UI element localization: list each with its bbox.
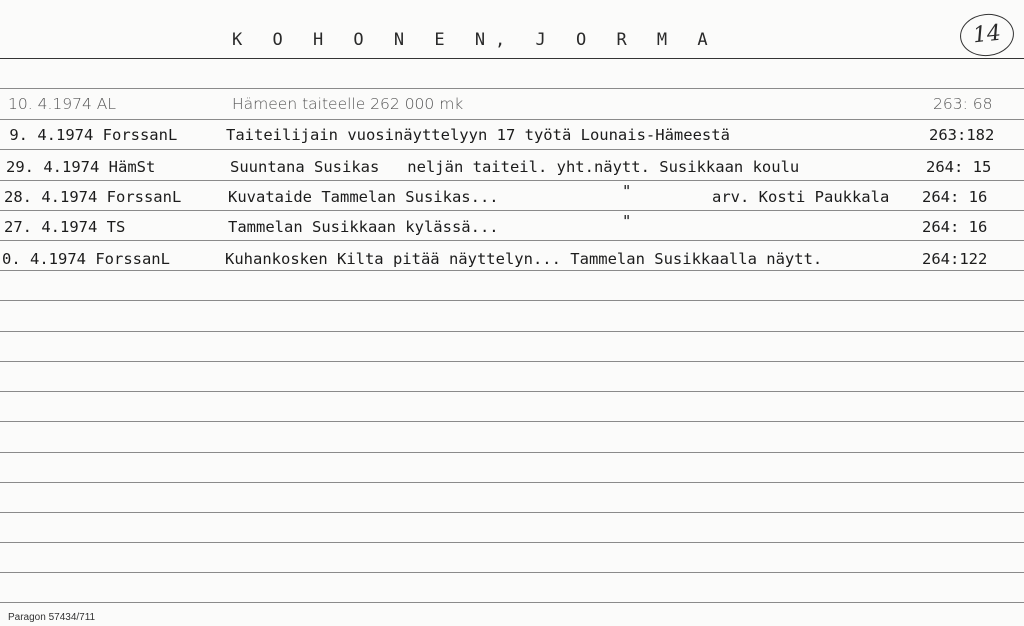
ruled-line bbox=[0, 331, 1024, 332]
entry-row bbox=[0, 158, 1024, 188]
ruled-line bbox=[0, 572, 1024, 573]
entry-row bbox=[0, 182, 1024, 218]
entry-date-source: 28. 4.1974 ForssanL bbox=[4, 188, 182, 206]
ruled-line bbox=[0, 300, 1024, 301]
entry-date-source: 29. 4.1974 HämSt bbox=[6, 158, 156, 176]
ruled-line bbox=[0, 482, 1024, 483]
entry-reference: 264: 16 bbox=[922, 218, 988, 236]
header-rule bbox=[0, 58, 1024, 59]
entry-ditto-mark: " bbox=[622, 212, 632, 230]
entry-row bbox=[0, 212, 1024, 248]
card-footer-print: Paragon 57434/711 bbox=[8, 612, 96, 623]
ruled-line bbox=[0, 542, 1024, 543]
entry-row bbox=[0, 95, 1024, 125]
entry-reference: 264: 15 bbox=[926, 158, 992, 176]
entry-ditto-mark: " bbox=[622, 182, 632, 200]
entry-reference: 263: 68 bbox=[933, 95, 993, 113]
entry-title: Taiteilijain vuosinäyttelyyn 17 työtä Lounais-Hämeestä bbox=[226, 126, 730, 144]
entry-date-source: 10. 4.1974 AL bbox=[8, 95, 116, 113]
entry-title: Tammelan Susikkaan kylässä... bbox=[228, 218, 499, 236]
entry-reference: 263:182 bbox=[929, 126, 995, 144]
entry-title: Kuhankosken Kilta pitää näyttelyn... Tammelan Susikkaalla näytt. bbox=[225, 250, 823, 268]
ruled-line bbox=[0, 391, 1024, 392]
ruled-line bbox=[0, 421, 1024, 422]
entry-title: Kuvataide Tammelan Susikas... bbox=[228, 188, 499, 206]
ruled-line bbox=[0, 512, 1024, 513]
entry-date-source: 9. 4.1974 ForssanL bbox=[0, 126, 178, 144]
entry-row bbox=[0, 126, 1024, 156]
entry-reviewer: arv. Kosti Paukkala bbox=[712, 188, 890, 206]
card-number-circle: 14 bbox=[958, 11, 1016, 58]
entry-date-source: 27. 4.1974 TS bbox=[4, 218, 126, 236]
ruled-line bbox=[0, 602, 1024, 603]
entry-title: Suuntana Susikas neljän taiteil. yht.näytt. Susikkaan koulu bbox=[230, 158, 800, 176]
entry-row bbox=[0, 250, 1024, 280]
entry-reference: 264: 16 bbox=[922, 188, 988, 206]
entry-title: Hämeen taiteelle 262 000 mk bbox=[232, 95, 464, 113]
entry-reference: 264:122 bbox=[922, 250, 988, 268]
ruled-line bbox=[0, 361, 1024, 362]
ruled-line bbox=[0, 452, 1024, 453]
entry-date-source: 0. 4.1974 ForssanL bbox=[2, 250, 170, 268]
ruled-line bbox=[0, 88, 1024, 89]
card-header-name: K O H O N E N, J O R M A bbox=[232, 30, 718, 50]
